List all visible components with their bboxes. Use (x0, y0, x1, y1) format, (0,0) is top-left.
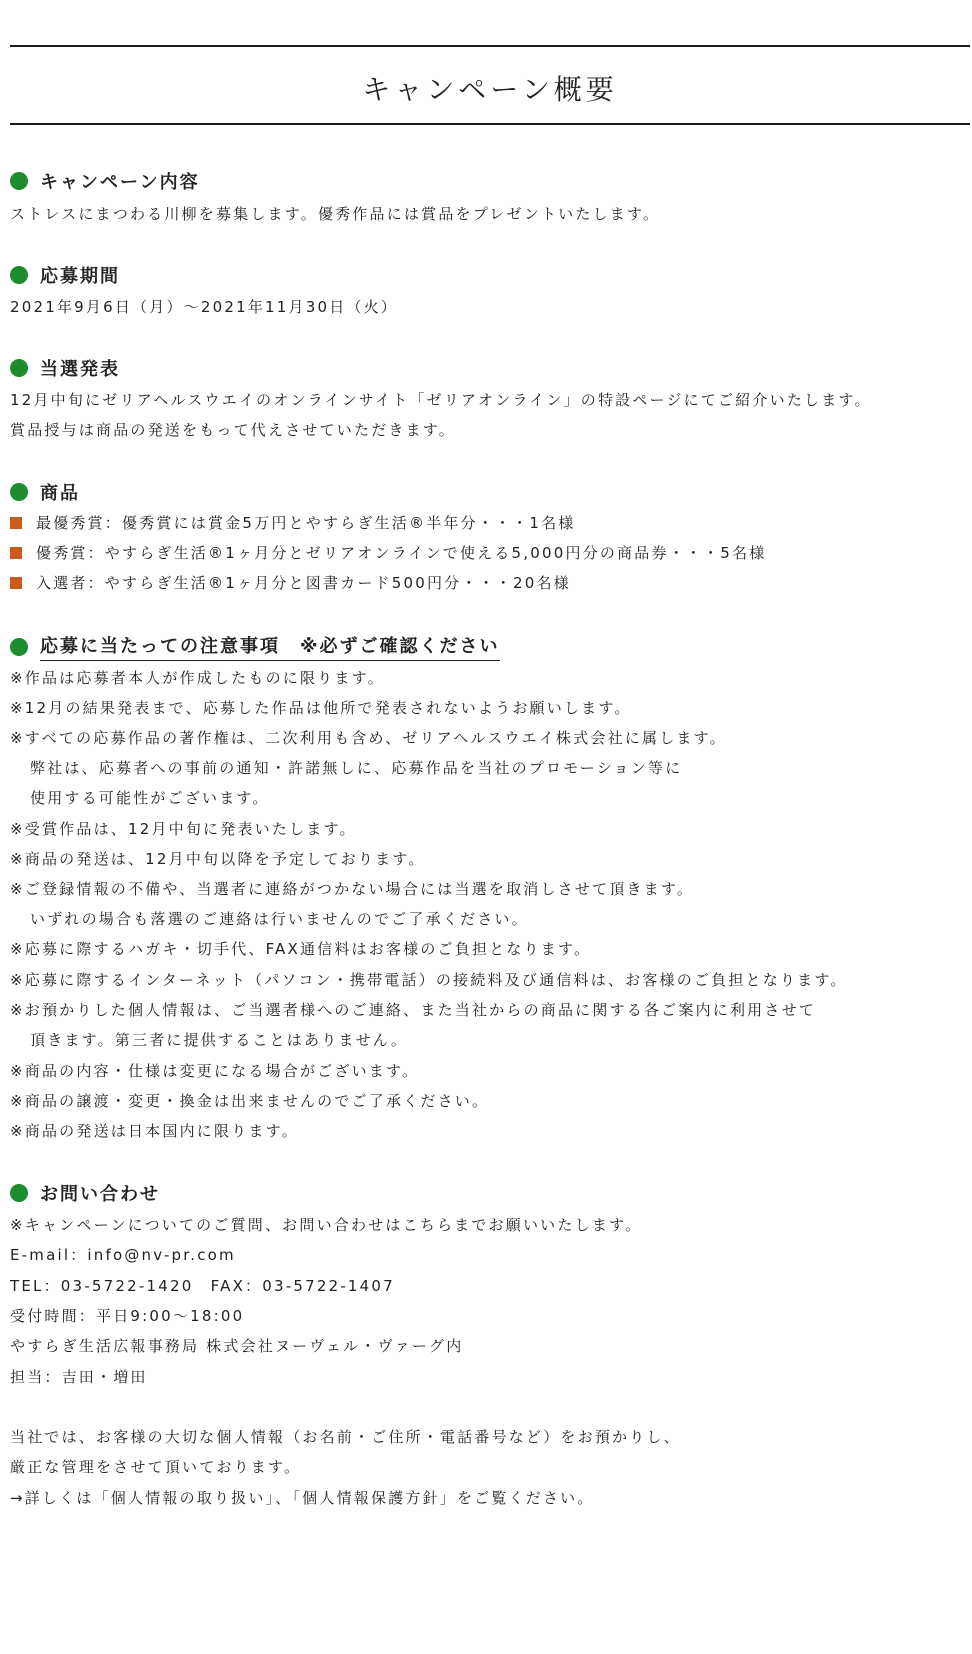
announce-line: 12月中旬にゼリアヘルスウエイのオンラインサイト「ゼリアオンライン」の特設ページにてご紹介いたします。 (10, 391, 872, 409)
privacy-link-line[interactable]: →詳しくは「個人情報の取り扱い」、「個人情報保護方針」をご覧ください。 (10, 1489, 595, 1507)
note-line: ※お預かりした個人情報は、ご当選者様へのご連絡、また当社からの商品に関する各ご案内に利用させて (10, 1001, 816, 1019)
content-text: ストレスにまつわる川柳を募集します。優秀作品には賞品をプレゼントいたします。 (10, 205, 661, 223)
title-rule (10, 123, 970, 125)
prize-item (10, 572, 571, 593)
contact-email[interactable]: E-mail：info@nv-pr.com (10, 1246, 236, 1264)
contact-line: ※キャンペーンについてのご質問、お問い合わせはこちらまでお願いいたします。 (10, 1216, 643, 1234)
heading-text: キャンペーン内容 (40, 172, 200, 193)
note-line: ※応募に際するハガキ・切手代、FAX通信料はお客様のご負担となります。 (10, 940, 592, 958)
section-heading-content (10, 168, 200, 194)
section-heading-notes (10, 632, 500, 661)
announce-line: 賞品授与は商品の発送をもって代えさせていただきます。 (10, 421, 457, 439)
green-bullet-icon (10, 483, 28, 501)
note-line: 弊社は、応募者への事前の通知・許諾無しに、応募作品を当社のプロモーション等に (30, 759, 683, 777)
green-bullet-icon (10, 359, 28, 377)
note-line: ※商品の発送は、12月中旬以降を予定しております。 (10, 850, 426, 868)
note-line: ※応募に際するインターネット（パソコン・携帯電話）の接続料及び通信料は、お客様のご負担となります。 (10, 971, 848, 989)
note-line: ※受賞作品は、12月中旬に発表いたします。 (10, 820, 357, 838)
prize-item (10, 512, 576, 533)
page-title: キャンペーン概要 (362, 73, 618, 106)
period-text: 2021年9月6日（月）～2021年11月30日（火） (10, 298, 399, 316)
orange-square-icon (10, 547, 22, 559)
heading-text: お問い合わせ (40, 1184, 160, 1205)
note-line: いずれの場合も落選のご連絡は行いませんのでご了承ください。 (30, 910, 529, 928)
prize-text: 入選者：やすらぎ生活®1ヶ月分と図書カード500円分・・・20名様 (36, 574, 571, 592)
green-bullet-icon (10, 172, 28, 190)
heading-text: 商品 (40, 483, 80, 504)
orange-square-icon (10, 517, 22, 529)
contact-hours: 受付時間：平日9:00～18:00 (10, 1307, 245, 1325)
green-bullet-icon (10, 1184, 28, 1202)
note-line: 使用する可能性がございます。 (30, 789, 270, 807)
section-heading-prizes (10, 479, 80, 505)
heading-text: 当選発表 (40, 359, 120, 380)
top-rule (10, 45, 970, 47)
note-line: ※ご登録情報の不備や、当選者に連絡がつかない場合には当選を取消しさせて頂きます。 (10, 880, 695, 898)
prize-text: 優秀賞：やすらぎ生活®1ヶ月分とゼリアオンラインで使える5,000円分の商品券・・・5名様 (36, 544, 767, 562)
heading-text: 応募期間 (40, 266, 120, 287)
note-line: ※12月の結果発表まで、応募した作品は他所で発表されないようお願いします。 (10, 699, 632, 717)
contact-person: 担当：吉田・増田 (10, 1368, 148, 1386)
note-line: ※商品の発送は日本国内に限ります。 (10, 1122, 299, 1140)
section-heading-contact (10, 1180, 160, 1206)
green-bullet-icon (10, 266, 28, 284)
note-line: ※すべての応募作品の著作権は、二次利用も含め、ゼリアヘルスウエイ株式会社に属します。 (10, 729, 727, 747)
heading-text: 応募に当たっての注意事項 ※必ずご確認ください (40, 632, 500, 661)
privacy-line: 当社では、お客様の大切な個人情報（お名前・ご住所・電話番号など）をお預かりし、 (10, 1428, 681, 1446)
orange-square-icon (10, 577, 22, 589)
contact-phone: TEL：03-5722-1420 FAX：03-5722-1407 (10, 1277, 395, 1295)
note-line: ※商品の内容・仕様は変更になる場合がございます。 (10, 1062, 420, 1080)
privacy-line: 厳正な管理をさせて頂いております。 (10, 1458, 302, 1476)
section-heading-announce (10, 355, 120, 381)
contact-office: やすらぎ生活広報事務局 株式会社ヌーヴェル・ヴァーグ内 (10, 1337, 464, 1355)
prize-text: 最優秀賞：優秀賞には賞金5万円とやすらぎ生活®半年分・・・1名様 (36, 514, 576, 532)
note-line: 頂きます。第三者に提供することはありません。 (30, 1031, 409, 1049)
section-heading-period (10, 262, 120, 288)
green-bullet-icon (10, 638, 28, 656)
note-line: ※作品は応募者本人が作成したものに限ります。 (10, 669, 385, 687)
prize-item (10, 542, 766, 563)
note-line: ※商品の譲渡・変更・換金は出来ませんのでご了承ください。 (10, 1092, 490, 1110)
